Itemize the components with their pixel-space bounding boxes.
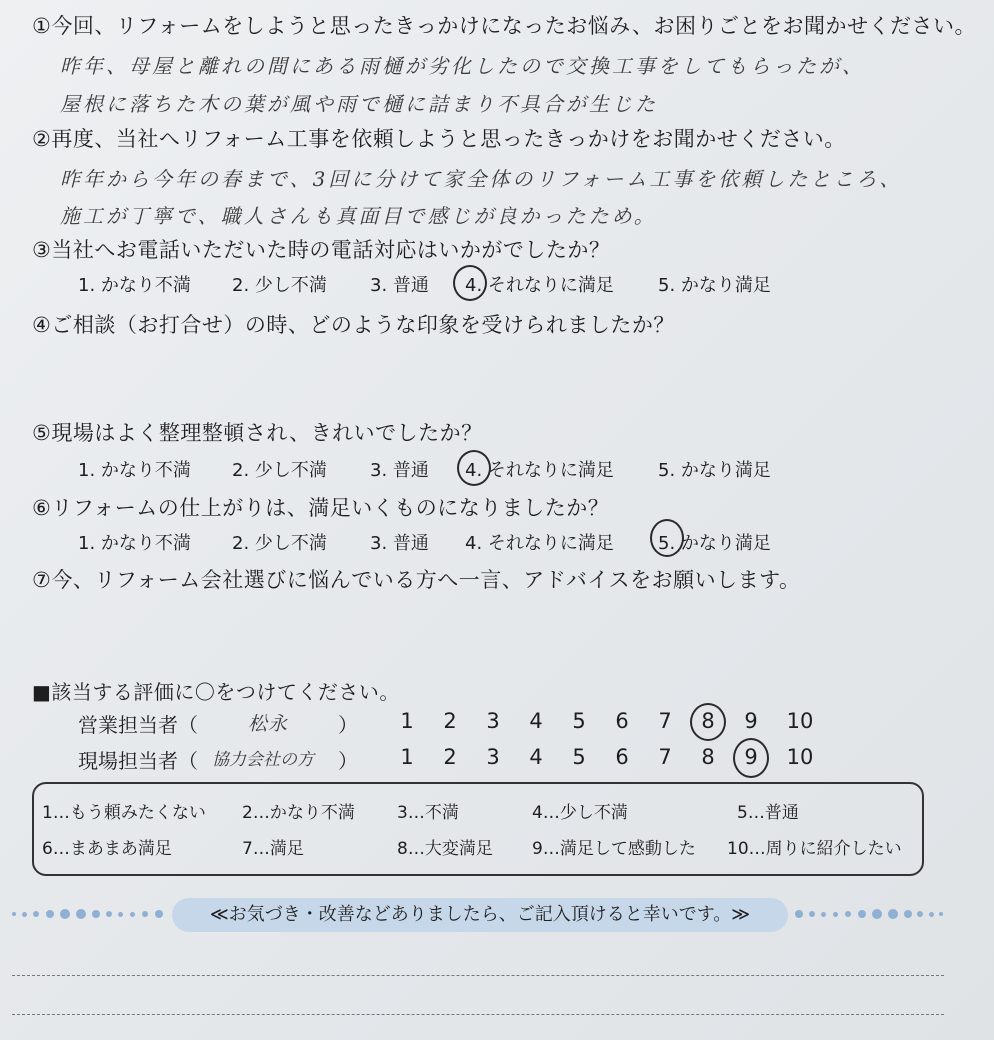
selected-circle	[733, 738, 769, 778]
option-4[interactable]: 4. それなりに満足	[465, 275, 614, 296]
option-3[interactable]: 3. 普通	[370, 533, 429, 554]
sales-score-8[interactable]: 8	[701, 709, 715, 733]
dot	[872, 909, 882, 919]
dot	[142, 911, 148, 917]
sales-score-5[interactable]: 5	[572, 709, 586, 733]
sales-score-7[interactable]: 7	[658, 709, 672, 733]
dot	[939, 912, 943, 916]
site-label: 現場担当者（	[78, 749, 198, 773]
site-score-4[interactable]: 4	[529, 745, 543, 769]
dot	[821, 912, 826, 917]
site-score-3[interactable]: 3	[486, 745, 500, 769]
sales-score-4[interactable]: 4	[529, 709, 543, 733]
answer-2-line-1: 昨年から今年の春まで、3回に分けて家全体のリフォーム工事を依頼したところ、	[60, 167, 903, 191]
legend-item-6: 6…まあまあ満足	[42, 839, 172, 859]
site-score-8[interactable]: 8	[701, 745, 715, 769]
options-q5	[0, 456, 994, 486]
question-1: ①今回、リフォームをしようと思ったきっかけになったお悩み、お困りごとをお聞かせください。	[32, 14, 977, 38]
option-5[interactable]: 5. かなり満足	[658, 533, 771, 554]
dot	[888, 909, 898, 919]
option-4[interactable]: 4. それなりに満足	[465, 460, 614, 481]
legend-item-10: 10…周りに紹介したい	[727, 839, 902, 859]
option-5[interactable]: 5. かなり満足	[658, 460, 771, 481]
option-2[interactable]: 2. 少し不満	[232, 460, 327, 481]
legend-item-4: 4…少し不満	[532, 803, 628, 823]
site-score-7[interactable]: 7	[658, 745, 672, 769]
selected-circle	[457, 450, 491, 486]
dot	[155, 910, 163, 918]
dot	[76, 909, 86, 919]
dot	[60, 909, 70, 919]
site-score-1[interactable]: 1	[400, 745, 414, 769]
question-5: ⑤現場はよく整理整頓され、きれいでしたか？	[32, 421, 483, 445]
dot	[46, 910, 54, 918]
site-name: 協力会社の方	[212, 750, 314, 770]
option-5[interactable]: 5. かなり満足	[658, 275, 771, 296]
question-4: ④ご相談（お打合せ）の時、どのような印象を受けられましたか？	[32, 313, 675, 337]
dot	[858, 910, 866, 918]
sales-label: 営業担当者（	[78, 713, 198, 737]
options-q3	[0, 271, 994, 301]
option-2[interactable]: 2. 少し不満	[232, 533, 327, 554]
dot	[12, 912, 16, 916]
sales-score-1[interactable]: 1	[400, 709, 414, 733]
legend-item-1: 1…もう頼みたくない	[42, 803, 206, 823]
legend-item-5: 5…普通	[737, 803, 799, 823]
dot-row-right	[795, 906, 945, 924]
site-score-9[interactable]: 9	[744, 745, 758, 769]
dot	[22, 912, 27, 917]
sales-score-2[interactable]: 2	[443, 709, 457, 733]
answer-1-line-1: 昨年、母屋と離れの間にある雨樋が劣化したので交換工事をしてもらったが、	[60, 54, 865, 78]
site-score-5[interactable]: 5	[572, 745, 586, 769]
option-2[interactable]: 2. 少し不満	[232, 275, 327, 296]
legend-item-8: 8…大変満足	[397, 839, 493, 859]
options-q6	[0, 529, 994, 559]
site-close-paren: ）	[338, 749, 358, 773]
sales-score-10[interactable]: 10	[786, 709, 814, 733]
dot	[106, 911, 112, 917]
question-6: ⑥リフォームの仕上がりは、満足いくものになりましたか？	[32, 496, 610, 520]
rating-heading: ■該当する評価に〇をつけてください。	[32, 680, 400, 704]
sales-name: 松永	[248, 713, 289, 735]
sales-score-3[interactable]: 3	[486, 709, 500, 733]
dot-row-left	[12, 906, 167, 924]
dot	[917, 911, 923, 917]
option-3[interactable]: 3. 普通	[370, 275, 429, 296]
sales-close-paren: ）	[338, 713, 358, 737]
dot	[809, 911, 815, 917]
legend-item-3: 3…不満	[397, 803, 459, 823]
question-2: ②再度、当社へリフォーム工事を依頼しようと思ったきっかけをお聞かせください。	[32, 127, 846, 151]
selected-circle	[453, 265, 487, 301]
option-1[interactable]: 1. かなり不満	[78, 533, 191, 554]
sales-score-6[interactable]: 6	[615, 709, 629, 733]
dot	[929, 912, 934, 917]
dot	[33, 911, 39, 917]
dot	[904, 910, 912, 918]
legend-item-9: 9…満足して感動した	[532, 839, 696, 859]
feedback-banner: ≪お気づき・改善などありましたら、ご記入頂けると幸いです。≫	[172, 898, 788, 932]
site-score-2[interactable]: 2	[443, 745, 457, 769]
dot	[130, 912, 135, 917]
sales-score-9[interactable]: 9	[744, 709, 758, 733]
question-7: ⑦今、リフォーム会社選びに悩んでいる方へ一言、アドバイスをお願いします。	[32, 568, 801, 592]
legend-item-7: 7…満足	[242, 839, 304, 859]
option-1[interactable]: 1. かなり不満	[78, 460, 191, 481]
site-score-6[interactable]: 6	[615, 745, 629, 769]
option-3[interactable]: 3. 普通	[370, 460, 429, 481]
site-score-10[interactable]: 10	[786, 745, 814, 769]
option-1[interactable]: 1. かなり不満	[78, 275, 191, 296]
question-3: ③当社へお電話いただいた時の電話対応はいかがでしたか？	[32, 238, 611, 262]
dot	[795, 910, 803, 918]
dot	[92, 910, 100, 918]
dot	[833, 912, 838, 917]
answer-1-line-2: 屋根に落ちた木の葉が風や雨で樋に詰まり不具合が生じた	[60, 92, 658, 116]
selected-circle	[690, 703, 726, 741]
writing-line-2	[12, 1014, 944, 1015]
dot	[118, 912, 123, 917]
writing-line-1	[12, 975, 944, 976]
answer-2-line-2: 施工が丁寧で、職人さんも真面目で感じが良かったため。	[60, 204, 657, 228]
legend-item-2: 2…かなり不満	[242, 803, 355, 823]
selected-circle	[650, 519, 684, 557]
rating-legend	[32, 782, 924, 876]
dot	[845, 911, 851, 917]
option-4[interactable]: 4. それなりに満足	[465, 533, 614, 554]
